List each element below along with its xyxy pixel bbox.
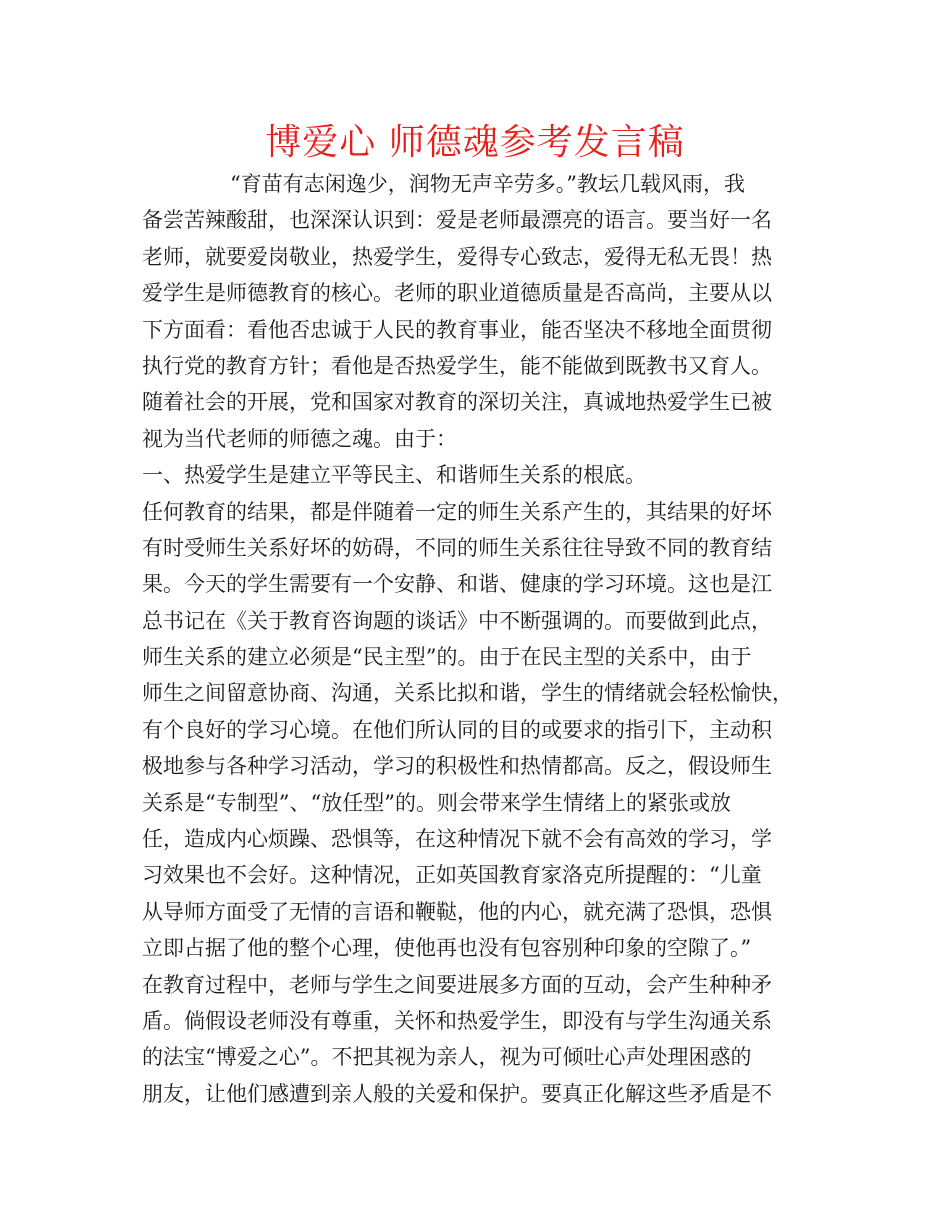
text-line: 备尝苦辣酸甜，也深深认识到：爱是老师最漂亮的语言。要当好一名 — [142, 208, 772, 233]
text-line: 师生关系的建立必须是“民主型”的。由于在民主型的关系中，由于 — [142, 645, 752, 670]
text-line: 爱学生是师德教育的核心。老师的职业道德质量是否高尚，主要从以 — [142, 281, 772, 306]
text-line: 在教育过程中，老师与学生之间要进展多方面的互动，会产生种种矛 — [142, 972, 772, 997]
text-line: 老师，就要爱岗敬业，热爱学生，爱得专心致志，爱得无私无畏！热 — [142, 244, 772, 269]
document-body — [142, 166, 822, 1112]
text-line: 从导师方面受了无情的言语和鞭鞑，他的内心，就充满了恐惧，恐惧 — [142, 899, 772, 924]
text-line: 下方面看：看他否忠诚于人民的教育事业，能否坚决不移地全面贯彻 — [142, 317, 772, 342]
text-line: 随着社会的开展，党和国家对教育的深切关注，真诚地热爱学生已被 — [142, 390, 772, 415]
text-line: 朋友，让他们感遭到亲人般的关爱和保护。要真正化解这些矛盾是不 — [142, 1081, 772, 1106]
document-title: 博爱心 师德魂参考发言稿 — [265, 122, 685, 163]
section-heading: 一、热爱学生是建立平等民主、和谐师生关系的根底。 — [142, 463, 646, 488]
text-line: 立即占据了他的整个心理，使他再也没有包容别种印象的空隙了。” — [142, 936, 752, 961]
text-line: 视为当代老师的师德之魂。由于： — [142, 426, 457, 451]
text-line: 极地参与各种学习活动，学习的积极性和热情都高。反之，假设师生 — [142, 754, 772, 779]
text-line: “育苗有志闲逸少，润物无声辛劳多。”教坛几载风雨，我 — [230, 172, 745, 196]
text-line: 的法宝“博爱之心”。不把其视为亲人，视为可倾吐心声处理困惑的 — [142, 1045, 752, 1070]
text-line: 习效果也不会好。这种情况，正如英国教育家洛克所提醒的：“儿童 — [142, 863, 762, 888]
text-line: 果。今天的学生需要有一个安静、和谐、健康的学习环境。这也是江 — [142, 572, 772, 597]
text-line: 关系是“专制型”、“放任型”的。则会带来学生情绪上的紧张或放 — [142, 790, 731, 815]
text-line: 总书记在《关于教育咨询题的谈话》中不断强调的。而要做到此点， — [142, 608, 772, 633]
text-line: 有个良好的学习心境。在他们所认同的目的或要求的指引下，主动积 — [142, 717, 772, 742]
text-line: 执行党的教育方针；看他是否热爱学生，能不能做到既教书又育人。 — [142, 353, 772, 378]
text-line: 盾。倘假设老师没有尊重，关怀和热爱学生，即没有与学生沟通关系 — [142, 1008, 772, 1033]
text-line: 任何教育的结果，都是伴随着一定的师生关系产生的，其结果的好坏 — [142, 499, 772, 524]
text-line: 师生之间留意协商、沟通，关系比拟和谐，学生的情绪就会轻松愉快， — [142, 681, 793, 706]
text-line: 任，造成内心烦躁、恐惧等，在这种情况下就不会有高效的学习，学 — [142, 827, 772, 852]
text-line: 有时受师生关系好坏的妨碍，不同的师生关系往往导致不同的教育结 — [142, 535, 772, 560]
